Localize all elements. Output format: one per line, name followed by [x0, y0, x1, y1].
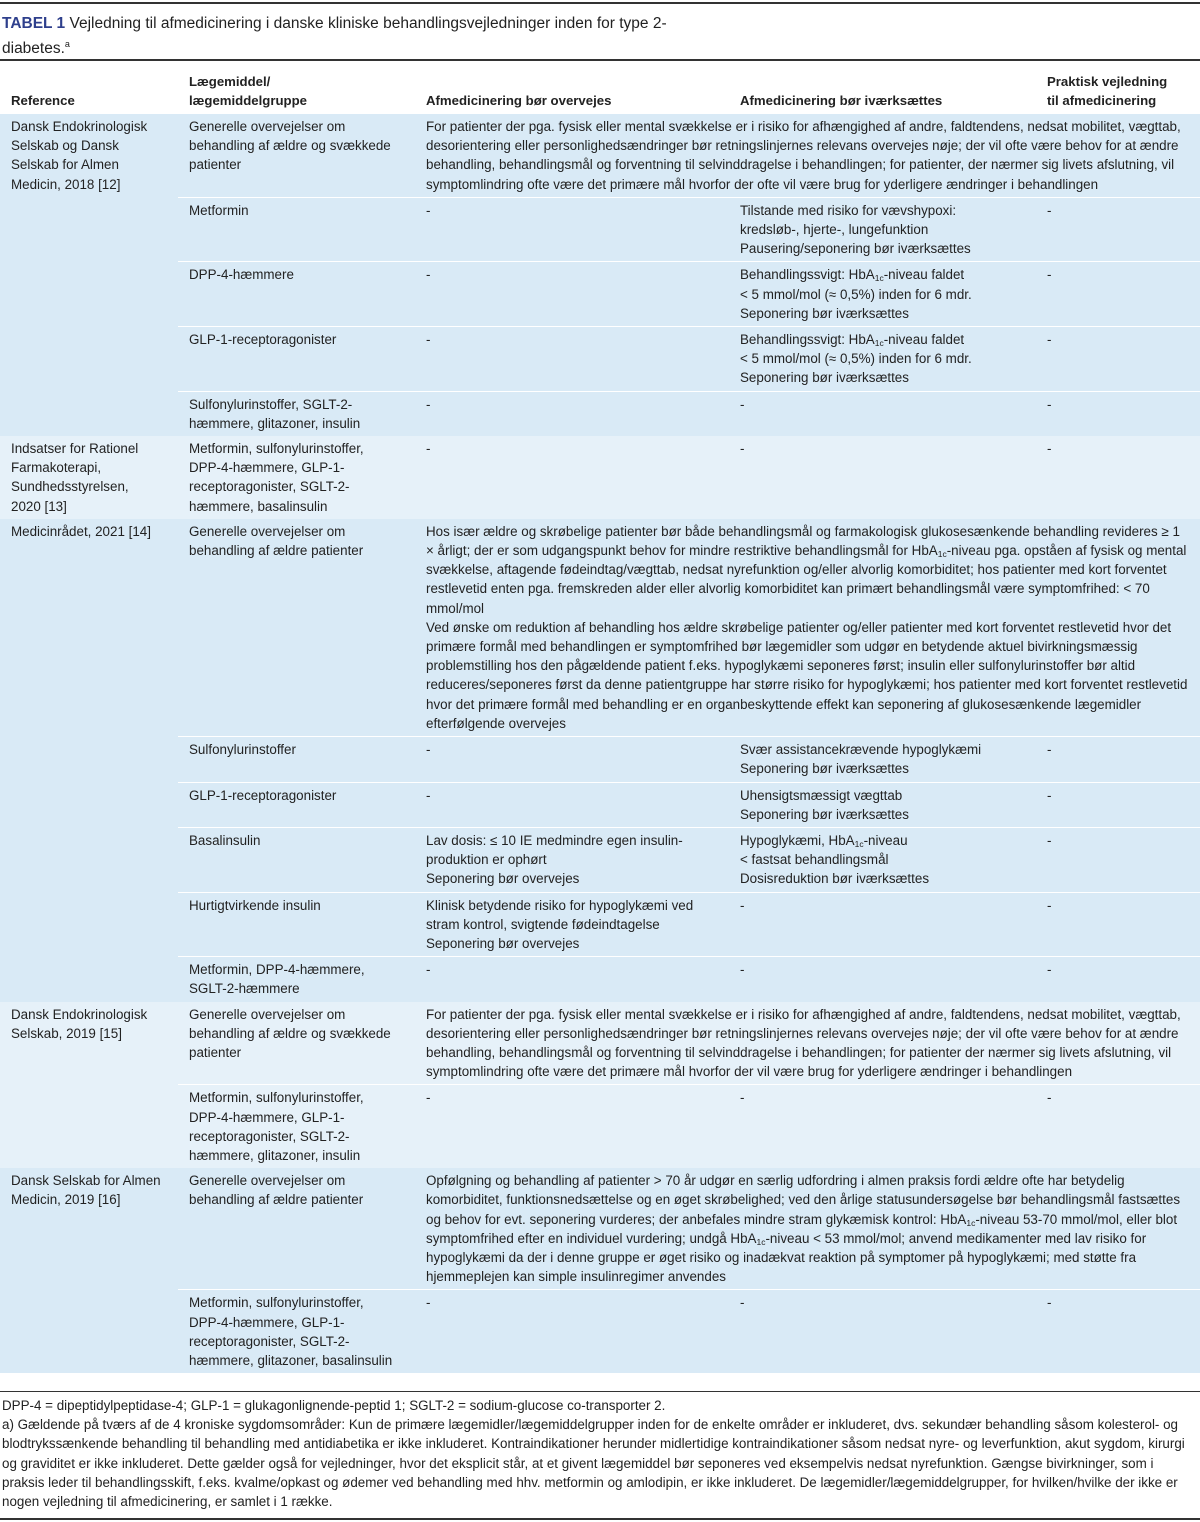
practical-cell: -	[1036, 957, 1200, 1002]
consider-cell: -	[415, 957, 729, 1002]
table-row	[0, 1085, 1200, 1168]
consider-cell: -	[415, 391, 729, 436]
table-row	[0, 262, 1200, 327]
guidance-cell	[415, 1168, 1200, 1290]
consider-cell: -	[415, 1290, 729, 1373]
initiate-cell: Svær assistancekrævende hypoglykæmi Seponering bør iværksættes	[729, 737, 1036, 782]
drug-cell: Hurtigtvirkende insulin	[178, 892, 415, 957]
guidance-text: -niveau < 53 mmol/mol; anvend medikamenter med lav risiko for hypoglykæmi da der i denne gruppe er øget risiko og inadækvat reaktion på symptomer på hypoglykæmi; med støtte fra hjemmeplejen kan simple insulinregimer anvendes	[426, 1230, 1147, 1285]
table-caption	[2, 14, 702, 59]
footnote-a: a) Gældende på tværs af de 4 kroniske sygdomsområder: Kun de primære lægemidler/lægemiddelgrupper inden for de enkelte områder er inkluderet, dvs. sekundær behandling såsom kolesterol- og blodtrykssænkende behandling til behandling med antidiabetika er ikke inkluderet. Kontraindikationer herunder midlertidige kontraindikationer såsom nedsat nyre- og leverfunktion, akut sygdom, kirurgi og graviditet er ikke inkluderet. Dette gælder også for vejledninger, hvor det eksplicit står, at et givent lægemiddel bør seponeres ved eksempelvis nedsat nyrefunktion. Gængse bivirkninger, som i praksis leder til behandlingsskift, f.eks. kvalme/opkast og ødemer ved behandling med hhv. metformin og amlodipin, er ikke inkluderet. De lægemidler/lægemiddelgrupper, for hvilken/hvilke der ikke er nogen vejledning til afmedicinering, er samlet i 1 række.	[2, 1417, 1185, 1510]
table-header-row	[0, 68, 1200, 114]
initiate-cell: -	[729, 436, 1036, 519]
initiate-text: Behandlingssvigt: HbA	[740, 332, 875, 348]
reference-cell: Dansk Endokrinologisk Selskab, 2019 [15]	[0, 1002, 178, 1169]
consider-cell: -	[415, 327, 729, 392]
subscript: 1c	[874, 273, 884, 284]
reference-cell: Dansk Endokrinologisk Selskab og Dansk Selskab for Almen Medicin, 2018 [12]	[0, 114, 178, 436]
deprescribing-table	[0, 68, 1200, 1373]
top-rule	[0, 2, 1200, 4]
drug-cell: Metformin, sulfonylurinstoffer, DPP-4-hæmmere, GLP-1- receptoragonister, SGLT-2- hæmmere, glitazoner, basalinsulin	[178, 1290, 415, 1373]
footnotes	[2, 1396, 1192, 1511]
drug-cell: Basalinsulin	[178, 827, 415, 892]
practical-cell: -	[1036, 197, 1200, 262]
table-row	[0, 1168, 1200, 1290]
table-row	[0, 1002, 1200, 1085]
header-initiate: Afmedicinering bør iværksættes	[740, 93, 943, 108]
reference-cell: Dansk Selskab for Almen Medicin, 2019 [16]	[0, 1168, 178, 1373]
subscript: 1c	[937, 549, 947, 560]
consider-cell: Klinisk betydende risiko for hypoglykæmi ved stram kontrol, svigtende fødeindtagelse Seponering bør overvejes	[415, 892, 729, 957]
guidance-cell: For patienter der pga. fysisk eller mental svækkelse er i risiko for afhængighed af andre, faldtendens, nedsat mobilitet, vægttab, desorientering eller personlighedsændringer bør retningslinjernes relevans overvejes nøje; der vil ofte være behov for at ændre behandling, behandlingsmål og forventning til selvinddragelse i behandlingen; for patienter, der nærmer sig livets afslutning, vil symptomlindring ofte være det primære mål hvorfor der ofte vil være brug for yderligere ændringer i behandlingen	[415, 114, 1200, 197]
consider-cell: -	[415, 1085, 729, 1168]
guidance-text: -niveau 53-70 mmol/mol, eller blot symptomfrihed efter en individuel vurdering; undgå HbA	[426, 1211, 1178, 1246]
table-row	[0, 737, 1200, 782]
drug-cell: Metformin	[178, 197, 415, 262]
table-row	[0, 391, 1200, 436]
consider-cell: Lav dosis: ≤ 10 IE medmindre egen insulin- produktion er ophørt Seponering bør overvejes	[415, 827, 729, 892]
drug-cell: Generelle overvejelser om behandling af ældre patienter	[178, 519, 415, 737]
header-reference: Reference	[11, 93, 75, 108]
header-drug: Lægemiddel/ lægemiddelgruppe	[189, 74, 307, 108]
subscript: 1c	[854, 838, 864, 849]
reference-cell: Medicinrådet, 2021 [14]	[0, 519, 178, 1002]
drug-cell: Sulfonylurinstoffer, SGLT-2- hæmmere, glitazoner, insulin	[178, 391, 415, 436]
table-row	[0, 197, 1200, 262]
consider-cell: -	[415, 782, 729, 827]
practical-cell: -	[1036, 436, 1200, 519]
subscript: 1c	[966, 1217, 976, 1228]
guidance-text: Opfølgning og behandling af patienter > 70 år udgør en særlig udfordring i almen praksis fordi ældre ofte har betydelig komorbiditet, funktionsnedsættelse og en øget skrøbelighed; ved den årlige statusundersøgelse bør behandlingsmål fastsættes og behov for evt. seponering vurderes; der anbefales mindre stram glykæmisk kontrol: HbA	[426, 1173, 1181, 1227]
abbreviation-note: DPP-4 = dipeptidylpeptidase-4; GLP-1 = glukagonlignende-peptid 1; SGLT-2 = sodium-glucose co-transporter 2.	[2, 1398, 666, 1413]
practical-cell: -	[1036, 327, 1200, 392]
header-practical: Praktisk vejledning til afmedicinering	[1047, 74, 1168, 108]
practical-cell: -	[1036, 782, 1200, 827]
initiate-cell: -	[729, 892, 1036, 957]
caption-label: TABEL 1	[2, 15, 66, 32]
initiate-cell: Uhensigtsmæssigt vægttab Seponering bør iværksættes	[729, 782, 1036, 827]
practical-cell: -	[1036, 262, 1200, 327]
caption-footnote-marker: a	[64, 39, 70, 49]
consider-cell: -	[415, 197, 729, 262]
guidance-text: Hos især ældre og skrøbelige patienter bør både behandlingsmål og farmakologisk glukosesænkende behandling revideres ≥ 1 × årligt; der er som udgangspunkt behov for mindre restriktive behandlingsmål for HbA	[426, 523, 1180, 559]
initiate-cell: Tilstande med risiko for vævshypoxi: kredsløb-, hjerte-, lungefunktion Pausering/seponering bør iværksættes	[729, 197, 1036, 262]
initiate-cell	[729, 327, 1036, 392]
initiate-cell	[729, 262, 1036, 327]
consider-cell: -	[415, 737, 729, 782]
drug-cell: Generelle overvejelser om behandling af ældre og svækkede patienter	[178, 1002, 415, 1085]
drug-cell: Metformin, sulfonylurinstoffer, DPP-4-hæmmere, GLP-1- receptoragonister, SGLT-2- hæmmere, glitazoner, insulin	[178, 1085, 415, 1168]
initiate-cell	[729, 827, 1036, 892]
initiate-text: -niveau faldet < 5 mmol/mol (≈ 0,5%) inden for 6 mdr. Seponering bør iværksættes	[740, 267, 972, 321]
drug-cell: Metformin, DPP-4-hæmmere, SGLT-2-hæmmere	[178, 957, 415, 1002]
guidance-cell: For patienter der pga. fysisk eller mental svækkelse er i risiko for afhængighed af andre, faldtendens, nedsat mobilitet, vægttab, desorientering eller personlighedsændringer bør retningslinjernes relevans overvejes nøje; der vil ofte være behov for at ændre behandling, behandlingsmål og forventning til selvinddragelse i behandlingen; for patienter der nærmer sig livets afslutning, vil symptomlindring ofte være det primære mål hvorfor der vil være brug for yderligere ændringer i behandlingen	[415, 1002, 1200, 1085]
initiate-cell: -	[729, 957, 1036, 1002]
drug-cell: Generelle overvejelser om behandling af ældre og svækkede patienter	[178, 114, 415, 197]
table-row	[0, 827, 1200, 892]
table-row	[0, 957, 1200, 1002]
practical-cell: -	[1036, 1085, 1200, 1168]
subscript: 1c	[756, 1236, 766, 1247]
practical-cell: -	[1036, 737, 1200, 782]
practical-cell: -	[1036, 1290, 1200, 1373]
table-row	[0, 892, 1200, 957]
caption-text: Vejledning til afmedicinering i danske kliniske behandlingsvejledninger inden for type 2-diabetes.	[2, 15, 667, 58]
subscript: 1c	[874, 338, 884, 349]
header-consider: Afmedicinering bør overvejes	[426, 93, 612, 108]
initiate-cell: -	[729, 391, 1036, 436]
drug-cell: GLP-1-receptoragonister	[178, 327, 415, 392]
guidance-cell	[415, 519, 1200, 737]
drug-cell: Sulfonylurinstoffer	[178, 737, 415, 782]
consider-cell: -	[415, 262, 729, 327]
footer-rule	[0, 1391, 1200, 1392]
table-row	[0, 782, 1200, 827]
drug-cell: GLP-1-receptoragonister	[178, 782, 415, 827]
initiate-cell: -	[729, 1290, 1036, 1373]
drug-cell: DPP-4-hæmmere	[178, 262, 415, 327]
initiate-text: -niveau faldet < 5 mmol/mol (≈ 0,5%) inden for 6 mdr. Seponering bør iværksættes	[740, 332, 972, 386]
table-row	[0, 327, 1200, 392]
initiate-text: Hypoglykæmi, HbA	[740, 832, 855, 848]
table-row	[0, 1290, 1200, 1373]
header-rule	[0, 59, 1200, 61]
practical-cell: -	[1036, 892, 1200, 957]
table-row	[0, 114, 1200, 197]
practical-cell: -	[1036, 827, 1200, 892]
initiate-text: Behandlingssvigt: HbA	[740, 267, 875, 283]
initiate-text: -niveau < fastsat behandlingsmål Dosisreduktion bør iværksættes	[740, 832, 930, 887]
table-row	[0, 519, 1200, 737]
consider-cell: -	[415, 436, 729, 519]
practical-cell: -	[1036, 391, 1200, 436]
table-row	[0, 436, 1200, 519]
drug-cell: Generelle overvejelser om behandling af ældre patienter	[178, 1168, 415, 1290]
guidance-text: Ved ønske om reduktion af behandling hos ældre skrøbelige patienter og/eller patienter med kort forventet restlevetid hvor det primære formål med behandlingen er symptomfrihed bør lægemidler som udgør en betydende aktuel bivirkningsmæssig problemstilling hos den pågældende patient f.eks. hypoglykæmi seponeres først; insulin eller sulfonylurinstoffer bør altid reduceres/seponeres først da denne patientgruppe har større risiko for hypoglykæmi; hos patienter med kort forventet restlevetid hvor det primære formål med behandling er en organbeskyttende effekt kan seponering af glukosesænkende lægemidler efterfølgende overvejes	[426, 619, 1188, 731]
bottom-rule	[0, 1518, 1200, 1520]
initiate-cell: -	[729, 1085, 1036, 1168]
drug-cell: Metformin, sulfonylurinstoffer, DPP-4-hæmmere, GLP-1- receptoragonister, SGLT-2- hæmmere, basalinsulin	[178, 436, 415, 519]
guidance-text: -niveau pga. opståen af fysisk og mental svækkelse, aftagende fødeindtag/vægttab, nedsat nyrefunktion og/eller alvorlig komorbiditet; hos patienter med kort forventet restlevetid enten pga. fremskreden alder eller alvorlig komorbiditet kan primært behandlingsmål være symptomfrihed: < 70 mmol/mol	[426, 543, 1187, 616]
reference-cell: Indsatser for Rationel Farmakoterapi, Sundhedsstyrelsen, 2020 [13]	[0, 436, 178, 519]
